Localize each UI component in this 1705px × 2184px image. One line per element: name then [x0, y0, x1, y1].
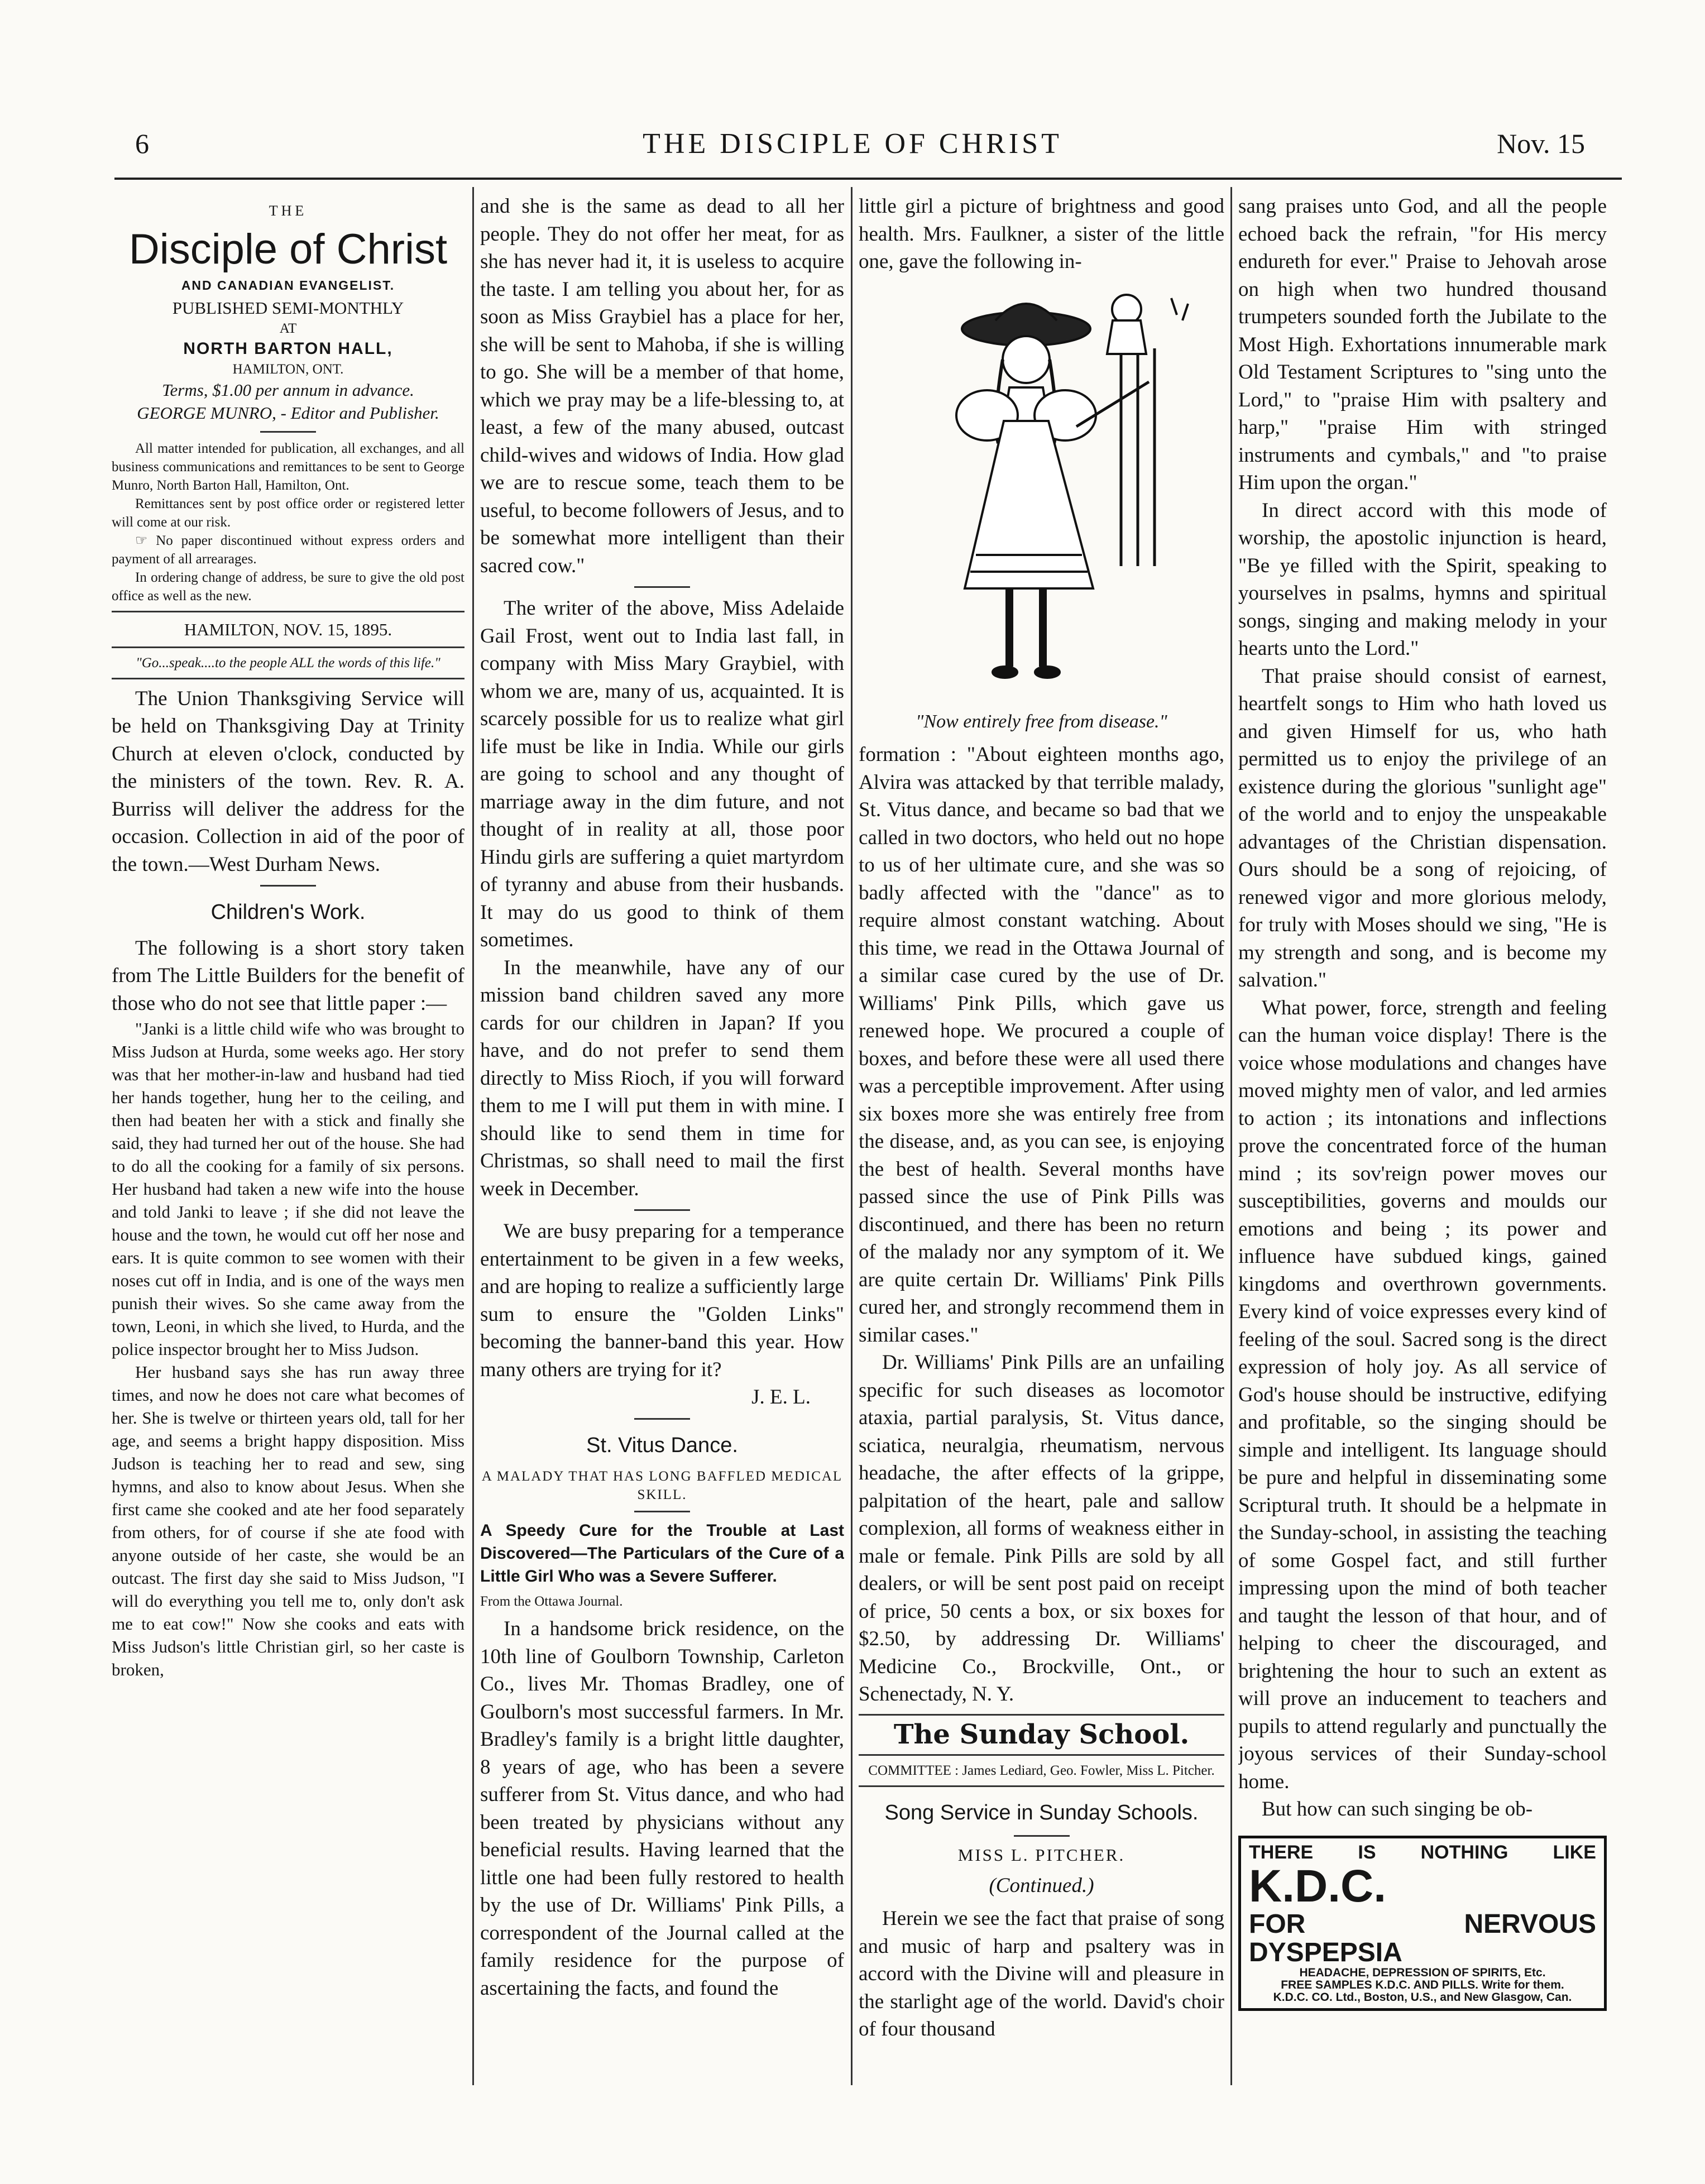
- article-paragraph: In a handsome brick residence, on the 10th line of Goulborn Township, Carleton Co., lives Mr. Thomas Bradley, one of Goulborn's most successful farmers. In Mr. Bradley's family is a bright little daughter, 8 years of age, who has been a severe sufferer from St. Vitus dance, and who had been treated by physicians without any beneficial results. Having learned that the little one had been fully restored to health by the use of Dr. Williams' Pink Pills, a correspondent of the Journal called at the family residence for the purpose of ascertaining the facts, and found the: [480, 1617, 844, 2000]
- publication-title: THE DISCIPLE OF CHRIST: [643, 128, 1062, 160]
- ad-line: HEADACHE, DEPRESSION OF SPIRITS, Etc.: [1299, 1966, 1546, 1980]
- ad-headline: FOR NERVOUS DYSPEPSIA: [1249, 1909, 1596, 1967]
- vitus-subheading: A MALADY THAT HAS LONG BAFFLED MEDICAL SKILL.: [481, 1469, 843, 1502]
- article-paragraph: The writer of the above, Miss Adelaide Gail Frost, went out to India last fall, in company with Miss Mary Graybiel, with whom we are, many of us, acquainted. It is scarcely possible for us to realize what girl life must be like in India. While our girls are going to school and any thought of marriage away in the dim future, and not thought of in reality at all, those poor Hindu girls are suffering a quiet martyrdom of tyranny and abuse from their husbands. It may do us good to think of them sometimes.: [480, 597, 844, 951]
- signature: J. E. L.: [751, 1386, 811, 1409]
- article-paragraph: formation : "About eighteen months ago, Alvira was attacked by that terrible malady, St. Vitus dance, and became so bad that we called in two doctors, who held out no hope to us of her ultimate cure, and she was so badly affected with the "dance" as to require almost constant watching. About this time, we read in the Ottawa Journal of a similar case cured by the use of Dr. Williams' Pink Pills, which gave us renewed hope. We procured a couple of boxes, and before these were all used there was a perceptible improvement. After using six boxes more she was entirely free from the disease, and, as you can see, is enjoying the best of health. Several months have passed since the use of Pink Pills was discontinued, and there has been no return of the malady nor any symptom of it. We are quite certain Dr. Williams' Pink Pills cured her, and strongly recommend them in similar cases.": [859, 743, 1224, 1347]
- sunday-school-heading: The Sunday School.: [893, 1718, 1190, 1750]
- ad-brand: K.D.C.: [1249, 1861, 1386, 1912]
- separator: [634, 586, 690, 588]
- column-divider: [1230, 187, 1232, 2085]
- article-paragraph: That praise should consist of earnest, heartfelt songs to Him who hath loved us and given Himself for us, who hath permitted us to enjoy the privilege of an existence during the glorious "sunlight age" of the world and to enjoy the unspeakable advantages of the Christian dispensation. Ours should be a song of rejoicing, of renewed vigor and more glorious melody, for truly with Moses should we sing, "He is my strength and song, and is become my salvation.": [1238, 664, 1607, 992]
- separator: [112, 611, 464, 612]
- article-paragraph: We are busy preparing for a temperance entertainment to be given in a few weeks, and are hoping to realize a sufficiently large sum to ensure the "Golden Links" becoming the banner-band this year. How many others are trying for it?: [480, 1220, 844, 1381]
- masthead-the: THE: [269, 203, 308, 219]
- ad-line: [1249, 1843, 1596, 1911]
- column-divider: [851, 187, 852, 2085]
- girl-illustration-drawing: [859, 276, 1224, 706]
- article-paragraph: But how can such singing be ob-: [1262, 1798, 1533, 1821]
- separator: [112, 678, 464, 679]
- masthead-editor: GEORGE MUNRO, - Editor and Publisher.: [137, 403, 439, 423]
- childrens-work-story: "Janki is a little child wife who was brought to Miss Judson at Hurda, some weeks ago. Her story was that her mother-in-law and husband had tied her hands together, hung her to the ceiling, and then had beaten her with a stick and finally she said, they had turned her out of the house. She had to do all the cooking for a family of six persons. Her husband had taken a new wife into the house and told Janki to leave ; if she did not leave the house and the town, he would cut off her nose and ears. It is quite common to see women with their noses cut off in India, and is one of the ways men punish their wives. So she came away from the town, Leoni, in which she lived, to Hurda, and the police inspector brought her to Miss Judson.: [112, 1019, 464, 1359]
- separator: [634, 1511, 690, 1512]
- header-rule: [114, 178, 1622, 180]
- dateline: HAMILTON, NOV. 15, 1895.: [184, 619, 392, 639]
- girl-illustration: [859, 276, 1224, 706]
- masthead-city: HAMILTON, ONT.: [232, 361, 344, 377]
- masthead-name: Disciple of Christ: [128, 225, 448, 273]
- childrens-work-heading: Children's Work.: [210, 901, 366, 924]
- masthead-note: All matter intended for publication, all exchanges, and all business communications and remittances to be sent to George Munro, North Barton Hall, Hamilton, Ont.: [112, 440, 464, 493]
- article-paragraph: What power, force, strength and feeling can the human voice display! There is the voice whose modulations and changes have moved mighty men of valor, and led armies to action ; its intonations and inflections prove the concentrated force of the human mind ; its sov'reign power moves our susceptibilities, governs and moulds our emotions and being ; its power and influence have subdued kings, gained kingdoms and overthrown governments. Every kind of voice expresses every kind of feeling of the soul. Sacred song is the direct expression of holy joy. As all service of God's house should be instructive, edifying and profitable, so the singing should be simple and intelligent. Its language should be pure and helpful in disseminating some Scriptural truth. It should be a helpmate in the Sunday-school, in assisting the teaching of some Gospel fact, and still further impressing upon the mind of both teacher and taught the lesson of that hour, and of helping to cheer the discouraged, and brightening the hour to such an extent as will prove an inducement to teachers and pupils to attend regularly and punctually the joyous services of their Sunday-school home.: [1238, 996, 1607, 1793]
- article-paragraph: little girl a picture of brightness and good health. Mrs. Faulkner, a sister of the little one, gave the following in-: [859, 195, 1224, 273]
- masthead-note: In ordering change of address, be sure to give the old post office as well as the new.: [112, 569, 464, 604]
- masthead-hall: NORTH BARTON HALL,: [183, 339, 393, 358]
- page-header: [0, 127, 1705, 178]
- separator: [634, 1209, 690, 1211]
- song-service-heading: Song Service in Sunday Schools.: [884, 1801, 1199, 1824]
- masthead-published: PUBLISHED SEMI-MONTHLY: [172, 298, 404, 318]
- childrens-work-intro: The following is a short story taken from The Little Builders for the benefit of those who do not see that little paper :—: [112, 936, 464, 1015]
- article-paragraph: and she is the same as dead to all her people. They do not offer her meat, for as she has never had it, it is useless to acquire the taste. I am telling you about her, for as soon as Miss Graybiel has a place for her, she will be sent to Mahoba, if she is willing to go. She will be a member of that home, which we pray may be a life-blessing to, at least, a few of the many abused, outcast child-wives and widows of India. How glad we are to rescue some, teach them to be useful, to become followers of Jesus, and to be somewhat more intelligent than their sacred cow.": [480, 195, 844, 577]
- vitus-source: From the Ottawa Journal.: [480, 1594, 623, 1609]
- ad-line: FREE SAMPLES K.D.C. AND PILLS. Write for them.: [1281, 1979, 1564, 1992]
- separator: [112, 646, 464, 648]
- article-paragraph: Dr. Williams' Pink Pills are an unfailing specific for such diseases as locomotor ataxia, partial paralysis, St. Vitus dance, sciatica, neuralgia, rheumatism, nervous headache, the after effects of la grippe, palpitation of the heart, pale and sallow complexion, all forms of weakness either in male or female. Pink Pills are sold by all dealers, or will be sent post paid on receipt of price, 50 cents a box, or six boxes for $2.50, by addressing Dr. Williams' Medicine Co., Brockville, Ont., or Schenectady, N. Y.: [859, 1351, 1224, 1706]
- vitus-heading: St. Vitus Dance.: [586, 1433, 738, 1457]
- article-paragraph: sang praises unto God, and all the people echoed back the refrain, "for His mercy endureth for ever." Praise to Jehovah arose on high when two hundred thousand trumpeters sounded forth the Jubilate to the Most High. Exhortations innumerable mark Old Testament Scriptures to "sing unto the Lord," to "praise Him with psaltery and harp," "praise Him with stringed instruments and cymbals," and "to praise Him upon the organ.": [1238, 195, 1607, 494]
- article-paragraph: In direct accord with this mode of worship, the apostolic injunction is heard, "Be ye filled with the Spirit, speaking to yourselves in psalms, hymns and spiritual songs, singing and making melody in your hearts unto the Lord.": [1238, 499, 1607, 660]
- article-paragraph: Herein we see the fact that praise of song and music of harp and psaltery was in accord with the Divine will and pleasure in the starlight age of the world. David's choir of four thousand: [859, 1907, 1224, 2041]
- separator: [859, 1785, 1224, 1787]
- separator: [634, 1418, 690, 1420]
- masthead-at: AT: [279, 320, 297, 336]
- separator: [1014, 1835, 1070, 1837]
- masthead-note: Remittances sent by post office order or registered letter will come at our risk.: [112, 496, 464, 530]
- separator: [859, 1754, 1224, 1756]
- column-2: [480, 193, 844, 2085]
- kdc-advertisement: [1238, 1836, 1607, 2011]
- vitus-deck: A Speedy Cure for the Trouble at Last Discovered—The Particulars of the Cure of a Little Girl Who was a Severe Sufferer.: [480, 1521, 844, 1586]
- masthead-note: ☞ No paper discontinued without express orders and payment of all arrearages.: [112, 533, 464, 567]
- issue-date: Nov. 15: [1497, 128, 1585, 159]
- continued-note: (Continued.): [989, 1874, 1094, 1897]
- masthead-terms: Terms, $1.00 per annum in advance.: [162, 380, 414, 400]
- separator: [260, 431, 316, 433]
- childrens-work-story: Her husband says she has run away three times, and now he does not care what becomes of her. She is twelve or thirteen years old, tall for her age, and seems a bright happy disposition. Miss Judson is teaching her to read and sew, sing hymns, and also to know about Jesus. When she first came she cooked and ate her food separately from others, for of course if she ate food with anyone outside of her caste, she would be an outcast. The first day she said to Miss Judson, "I will do everything you tell me to, only don't ask me to eat cow!" Now she cooks and eats with Miss Judson's little Christian girl, so her caste is broken,: [112, 1362, 464, 1679]
- article-paragraph: In the meanwhile, have any of our mission band children saved any more cards for our children in Japan? If you have, and do not prefer to send them directly to Miss Rioch, if you will forward them to me I will put them in with mine. I should like to send them in time for Christmas, so shall need to mail the first week in December.: [480, 956, 844, 1200]
- illustration-caption: "Now entirely free from disease.": [916, 711, 1167, 732]
- ad-lead: THERE IS NOTHING LIKE: [1249, 1841, 1596, 1863]
- separator: [859, 1714, 1224, 1716]
- thanksgiving-notice: The Union Thanksgiving Service will be held on Thanksgiving Day at Trinity Church at eleven o'clock, conducted by the ministers of the town. Rev. R. A. Burriss will deliver the address for the occasion. Collection in aid of the poor of the town.—West Durham News.: [112, 687, 464, 876]
- column-3: [859, 193, 1224, 2085]
- column-1: [112, 193, 464, 2085]
- ad-line: K.D.C. CO. Ltd., Boston, U.S., and New Glasgow, Can.: [1273, 1991, 1572, 2004]
- author-byline: MISS L. PITCHER.: [957, 1845, 1126, 1865]
- committee-list: COMMITTEE : James Lediard, Geo. Fowler, Miss L. Pitcher.: [868, 1763, 1215, 1778]
- column-divider: [472, 187, 474, 2085]
- separator: [260, 885, 316, 887]
- page-number: 6: [135, 128, 149, 159]
- masthead-subtitle: AND CANADIAN EVANGELIST.: [181, 277, 395, 293]
- column-4: [1238, 193, 1607, 2085]
- motto: "Go...speak....to the people ALL the words of this life.": [136, 655, 440, 670]
